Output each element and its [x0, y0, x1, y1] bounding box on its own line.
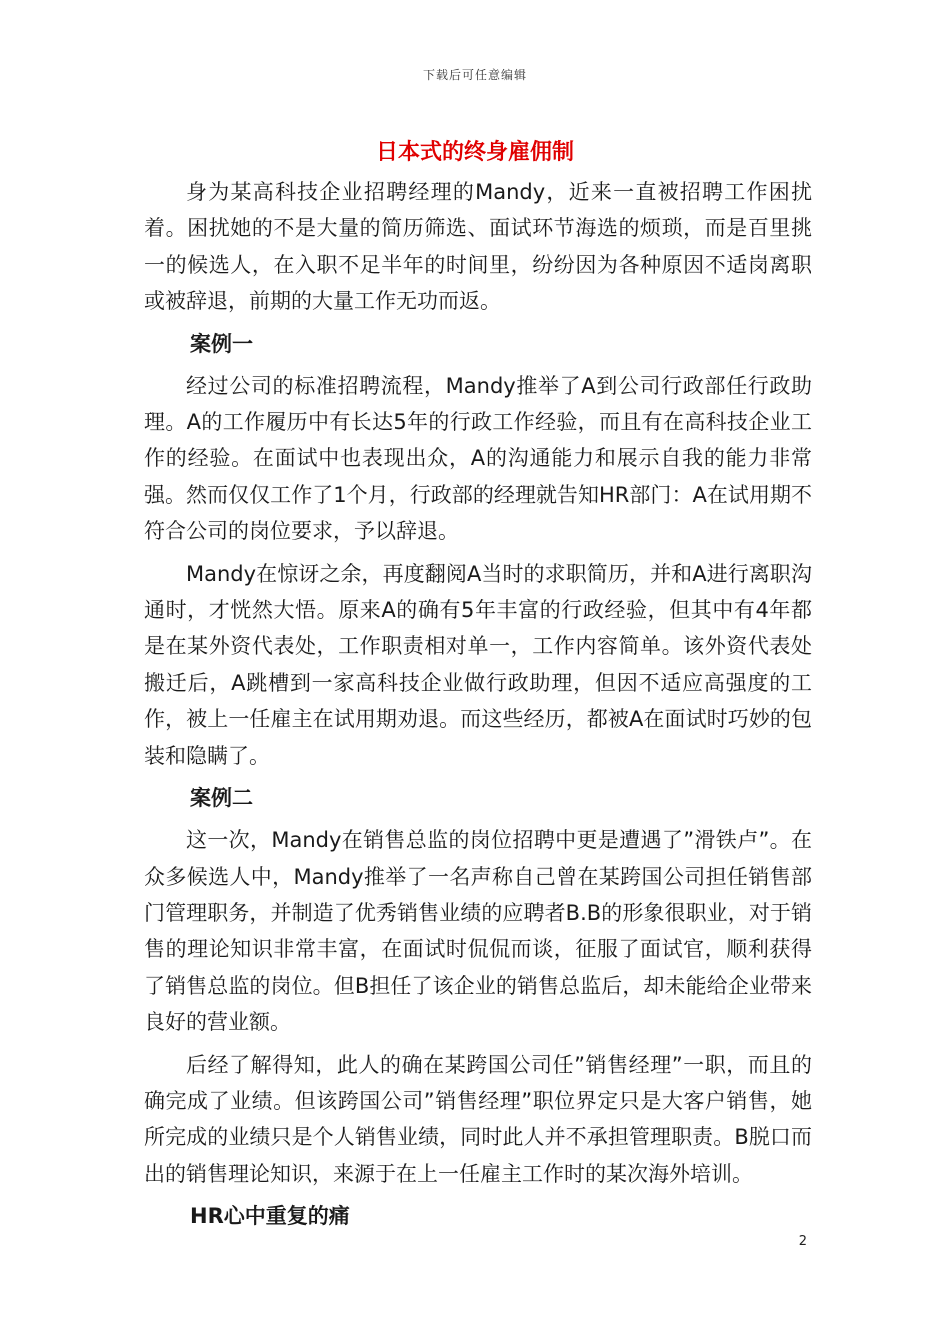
page-number: 2	[798, 1234, 807, 1249]
page-header-note: 下载后可任意编辑	[422, 68, 527, 82]
intro-paragraph: 身为某高科技企业招聘经理的Mandy，近来一直被招聘工作困扰着。困扰她的不是大量的简历筛选、面试环节海选的烦琐，而是百里挑一的候选人，在入职不足半年的时间里，纷纷因为各种原因不适岗离职或被辞退，前期的大量工作无功而返。	[144, 180, 812, 314]
case2-paragraph-1: 这一次，Mandy在销售总监的岗位招聘中更是遭遇了”滑铁卢”。在众多候选人中，Mandy推举了一名声称自己曾在某跨国公司担任销售部门管理职务，并制造了优秀销售业绩的应聘者B.B的形象很职业，对于销售的理论知识非常丰富，在面试时侃侃而谈，征服了面试官，顺利获得了销售总监的岗位。但B担任了该企业的销售总监后，却未能给企业带来良好的营业额。	[144, 828, 812, 1035]
document-body	[144, 174, 812, 1234]
case1-paragraph-1: 经过公司的标准招聘流程，Mandy推举了A到公司行政部任行政助理。A的工作履历中有长达5年的行政工作经验，而且有在高科技企业工作的经验。在面试中也表现出众，A的沟通能力和展示自我的能力非常强。然而仅仅工作了1个月，行政部的经理就告知HR部门：A在试用期不符合公司的岗位要求，予以辞退。	[144, 373, 812, 544]
case1-paragraph-2: Mandy在惊讶之余，再度翻阅A当时的求职简历，并和A进行离职沟通时，才恍然大悟。原来A的确有5年丰富的行政经验，但其中有4年都是在某外资代表处，工作职责相对单一，工作内容简单。该外资代表处搬迁后，A跳槽到一家高科技企业做行政助理，但因不适应高强度的工作，被上一任雇主在试用期劝退。而这些经历，都被A在面试时巧妙的包装和隐瞒了。	[144, 561, 812, 768]
hr-heading: HR心中重复的痛	[190, 1204, 350, 1229]
document-title: 日本式的终身雇佣制	[375, 140, 574, 165]
case1-heading: 案例一	[190, 331, 253, 356]
case2-heading: 案例二	[190, 786, 253, 811]
case2-paragraph-2: 后经了解得知，此人的确在某跨国公司任”销售经理”一职，而且的确完成了业绩。但该跨国公司”销售经理”职位界定只是大客户销售，她所完成的业绩只是个人销售业绩，同时此人并不承担管理职责。B脱口而出的销售理论知识，来源于在上一任雇主工作时的某次海外培训。	[144, 1052, 812, 1186]
